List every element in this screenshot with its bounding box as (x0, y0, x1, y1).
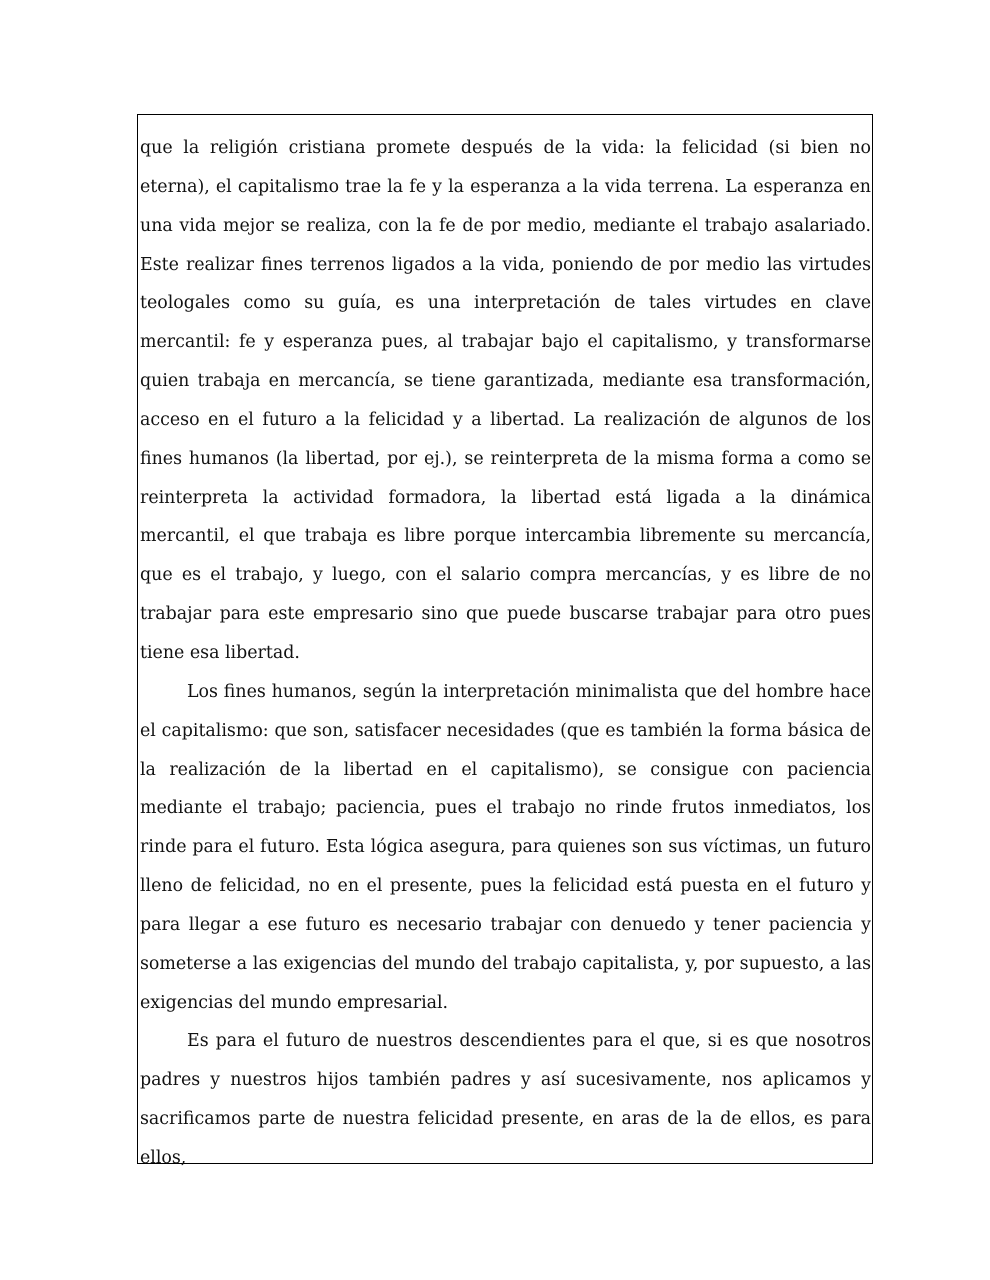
page-frame (137, 114, 873, 1168)
paragraph-2: Los fines humanos, según la interpretación minimalista que del hombre hace el capitalismo: que son, satisfacer necesidades (que es también la forma básica de la realización de la libertad en el capitalismo), se consigue con paciencia mediante el trabajo; paciencia, pues el trabajo no rinde frutos inmediatos, los rinde para el futuro. Esta lógica asegura, para quienes son sus víctimas, un futuro lleno de felicidad, no en el presente, pues la felicidad está puesta en el futuro y para llegar a ese futuro es necesario trabajar con denuedo y tener paciencia y someterse a las exigencias del mundo del trabajo capitalista, y, por supuesto, a las exigencias del mundo empresarial. (140, 681, 871, 1013)
paragraph-1: que la religión cristiana promete después de la vida: la felicidad (si bien no eterna), el capitalismo trae la fe y la esperanza a la vida terrena. La esperanza en una vida mejor se realiza, con la fe de por medio, mediante el trabajo asalariado. Este realizar fines terrenos ligados a la vida, poniendo de por medio las virtudes teologales como su guía, es una interpretación de tales virtudes en clave mercantil: fe y esperanza pues, al trabajar bajo el capitalismo, y transformarse quien trabaja en mercancía, se tiene garantizada, mediante esa transformación, acceso en el futuro a la felicidad y a libertad. La realización de algunos de los fines humanos (la libertad, por ej.), se reinterpreta de la misma forma a como se reinterpreta la actividad formadora, la libertad está ligada a la dinámica mercantil, el que trabaja es libre porque intercambia libremente su mercancía, que es el trabajo, y luego, con el salario compra mercancías, y es libre de no trabajar para este empresario sino que puede buscarse trabajar para otro pues tiene esa libertad. (140, 138, 871, 663)
document-body (140, 129, 871, 1178)
paragraph-3: Es para el futuro de nuestros descendientes para el que, si es que nosotros padres y nuestros hijos también padres y así sucesivamente, nos aplicamos y sacrificamos parte de nuestra felicidad presente, en aras de la de ellos, es para ellos, (140, 1031, 871, 1168)
